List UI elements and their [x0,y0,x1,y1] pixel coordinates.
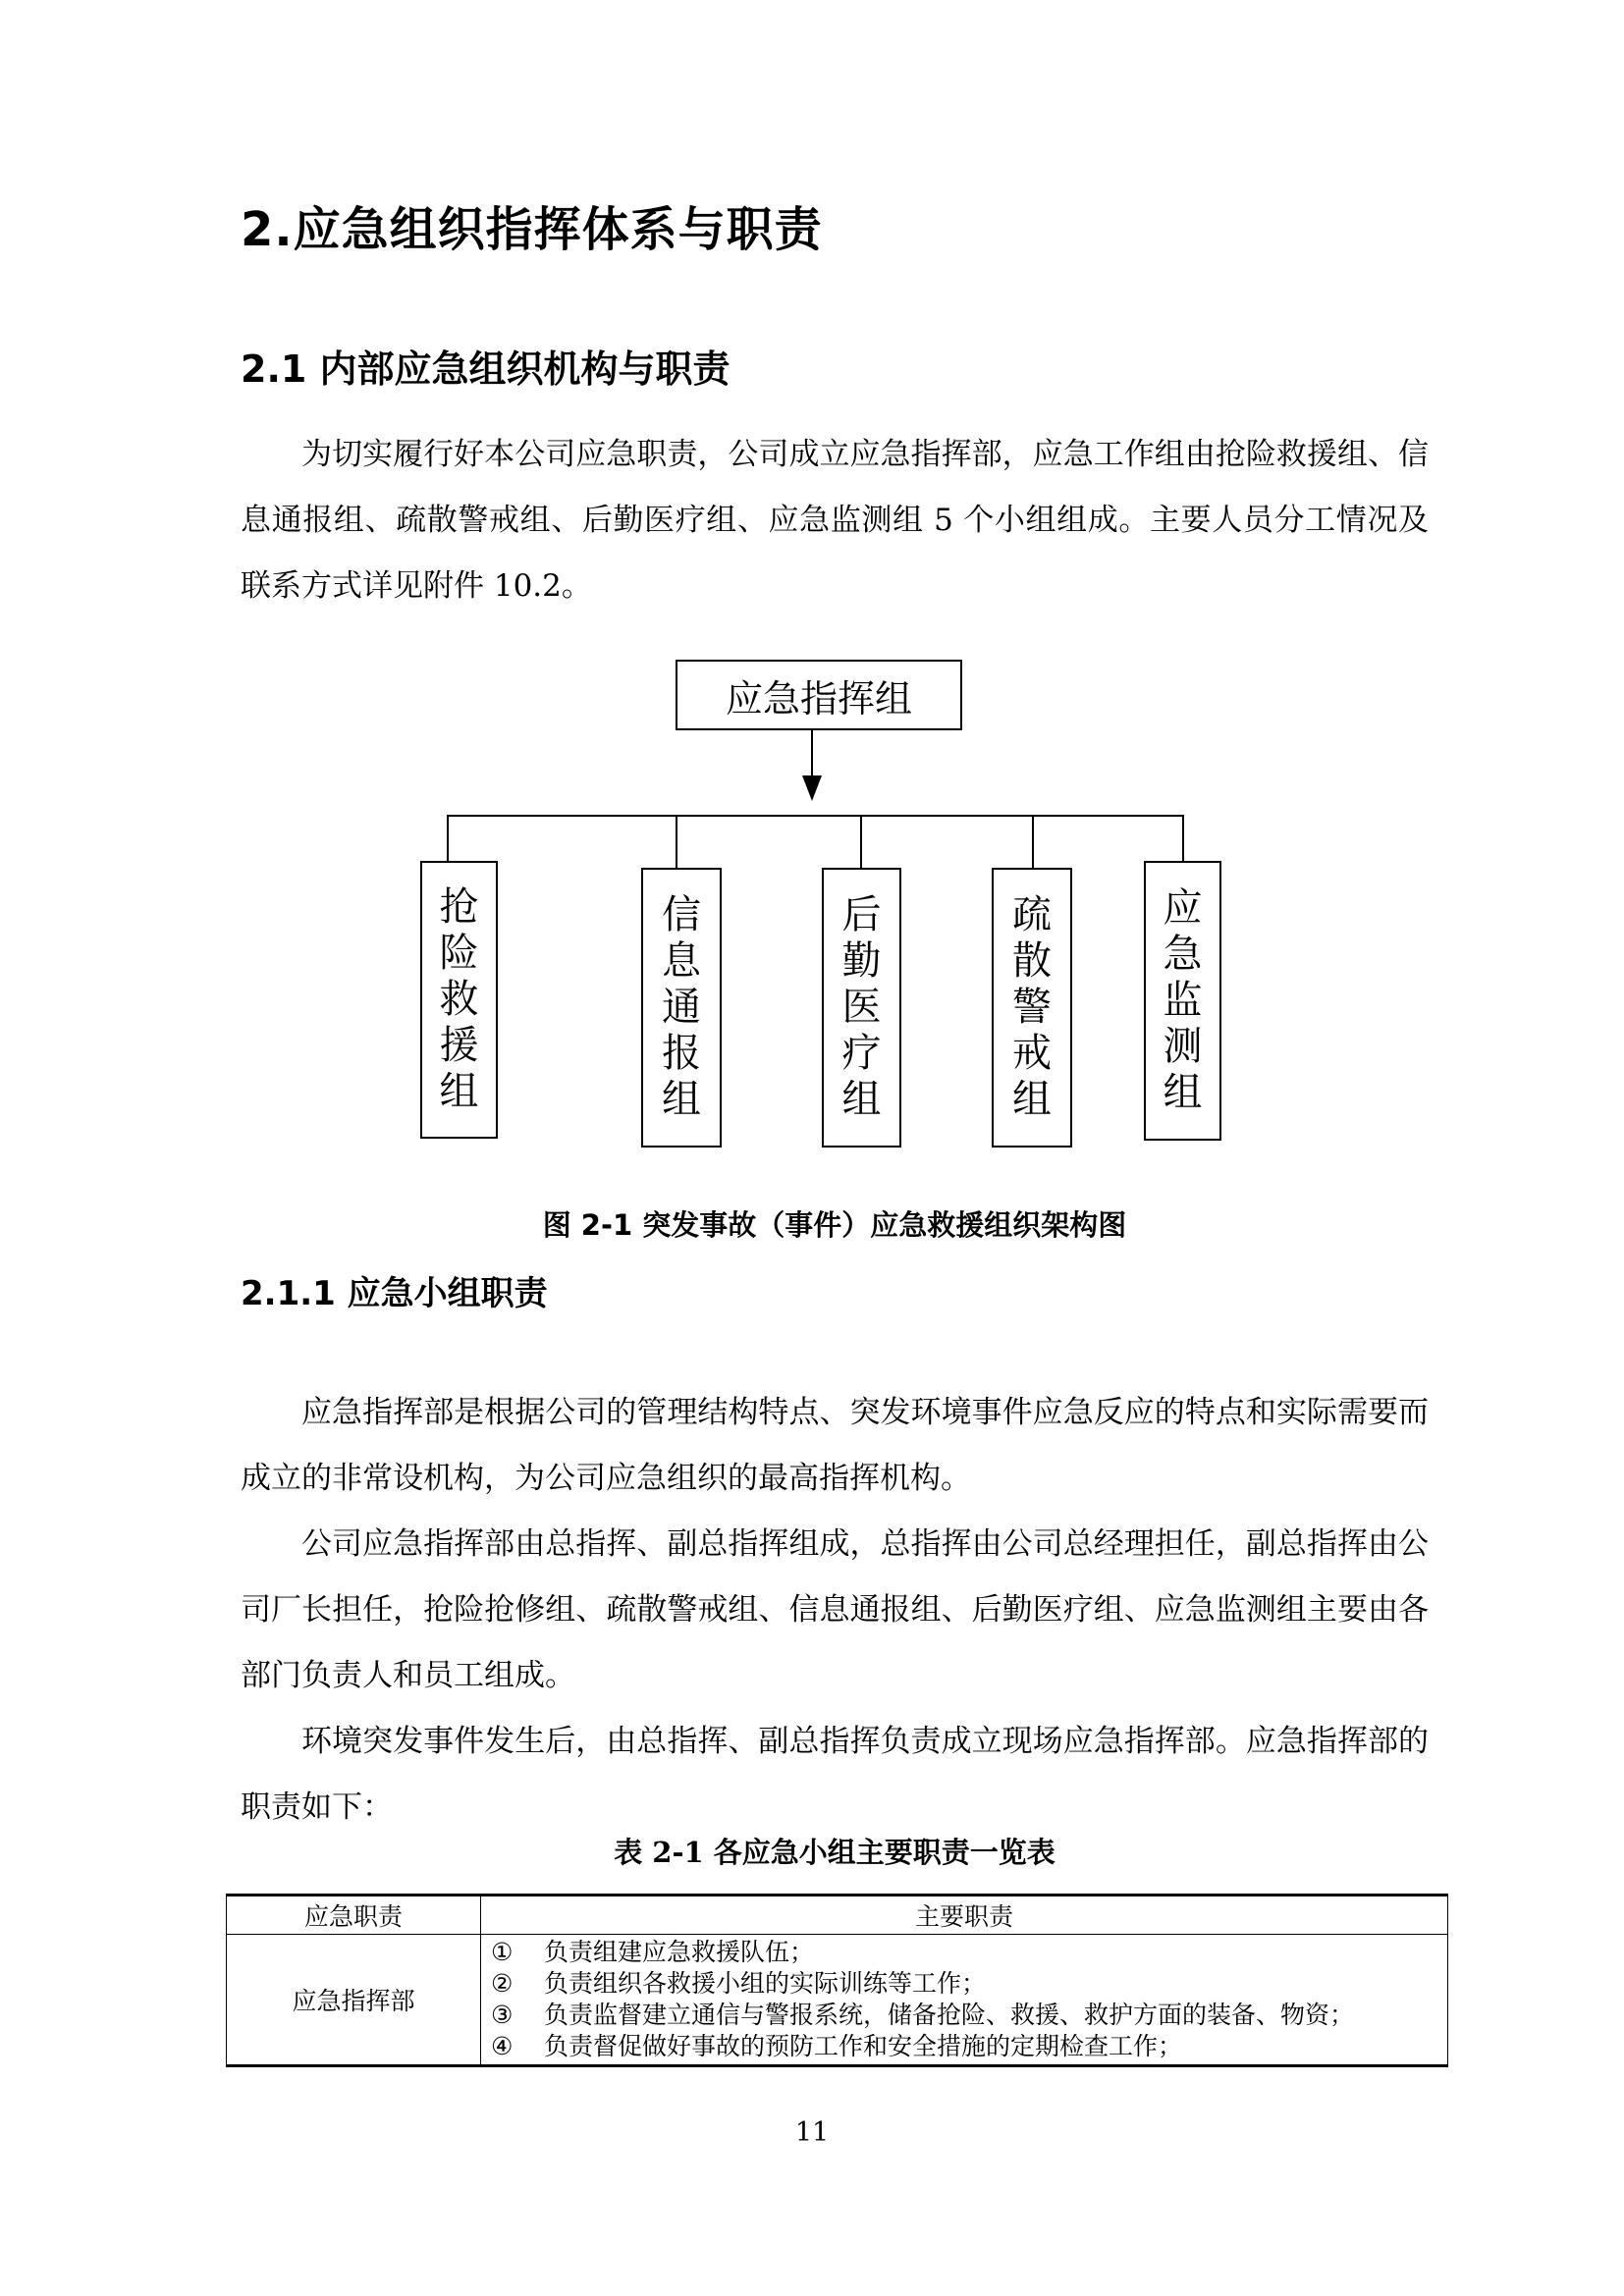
table-caption: 表 2-1 各应急小组主要职责一览表 [614,1836,1056,1869]
table-cell-duties [481,1935,1448,2066]
org-chart-bus-line [447,815,1182,817]
org-group-char: 组 [662,1077,701,1122]
org-chart-top-box: 应急指挥组 [676,660,962,730]
duty-item [491,1968,1437,2000]
org-group-logistics [822,868,901,1148]
table-row [227,1935,1448,2066]
body-paragraph: 环境突发事件发生后，由总指挥、副总指挥负责成立现场应急指挥部。应急指挥部的职责如下： [241,1724,1429,1825]
org-chart-drop-line [447,815,449,862]
org-group-char: 勤 [841,938,882,984]
org-chart-drop-line [860,815,862,869]
duty-item [491,1937,1437,1968]
org-group-char: 散 [1012,938,1052,984]
duties-table [226,1894,1448,2067]
duty-number: ① [491,1938,514,1966]
org-group-char: 援 [439,1023,479,1068]
org-chart-drop-line [676,815,677,869]
duty-text: 负责组建应急救援队伍； [544,1938,815,1966]
table-cell-dept: 应急指挥部 [227,1935,481,2066]
duty-number: ③ [491,2001,514,2029]
org-group-char: 监 [1163,978,1203,1023]
org-group-char: 医 [841,985,882,1030]
duty-number: ④ [491,2032,514,2060]
org-group-char: 戒 [1012,1031,1052,1076]
body-paragraph: 公司应急指挥部由总指挥、副总指挥组成，总指挥由公司总经理担任，副总指挥由公司厂长担任，抢险抢修组、疏散警戒组、信息通报组、后勤医疗组、应急监测组主要由各部门负责人和员工组成。 [241,1526,1429,1693]
table-header-row [227,1896,1448,1935]
org-chart-drop-line [1032,815,1034,869]
org-group-rescue [420,861,498,1139]
org-group-char: 后 [841,892,882,937]
org-group-char: 信 [662,892,701,937]
duty-item [491,2000,1437,2031]
org-group-info [641,868,722,1148]
duty-text: 负责组织各救援小组的实际训练等工作； [544,1969,987,1998]
org-group-monitoring [1144,861,1221,1141]
org-group-char: 抢 [439,884,479,930]
org-group-char: 险 [439,931,479,976]
duty-text: 负责督促做好事故的预防工作和安全措施的定期检查工作； [544,2032,1183,2060]
section-heading: 2.1 内部应急组织机构与职责 [241,347,731,391]
org-group-char: 应 [1163,885,1203,931]
duty-item [491,2031,1437,2062]
duty-number: ② [491,1969,514,1998]
org-group-char: 组 [1012,1077,1052,1122]
org-group-char: 疗 [841,1031,882,1076]
org-chart-arrowhead [802,775,822,801]
body-paragraph: 应急指挥部是根据公司的管理结构特点、突发环境事件应急反应的特点和实际需要而成立的非常设机构，为公司应急组织的最高指挥机构。 [241,1395,1429,1496]
org-group-char: 疏 [1012,892,1052,937]
org-chart-drop-line [1182,815,1184,862]
org-group-evacuation [992,868,1072,1148]
org-group-char: 救 [439,977,479,1022]
org-group-char: 组 [841,1077,882,1122]
subsection-heading: 2.1.1 应急小组职责 [241,1274,548,1313]
org-group-char: 警 [1012,985,1052,1030]
org-group-char: 通 [662,985,701,1030]
org-group-char: 息 [662,938,701,984]
figure-caption: 图 2-1 突发事故（事件）应急救援组织架构图 [542,1208,1127,1242]
table-header-cell: 主要职责 [481,1896,1448,1935]
duty-text: 负责监督建立通信与警报系统，储备抢险、救援、救护方面的装备、物资； [544,2001,1355,2029]
org-group-char: 测 [1163,1024,1203,1069]
org-group-char: 组 [1163,1070,1203,1115]
table-header-cell: 应急职责 [227,1896,481,1935]
page-number: 11 [794,2117,830,2148]
org-group-char: 报 [662,1031,701,1076]
org-group-char: 急 [1163,932,1203,977]
org-chart-arrow-line [811,730,813,779]
chapter-heading: 2.应急组织指挥体系与职责 [241,202,823,257]
intro-paragraph: 为切实履行好本公司应急职责，公司成立应急指挥部，应急工作组由抢险救援组、信息通报组、疏散警戒组、后勤医疗组、应急监测组 5 个小组组成。主要人员分工情况及联系方式详见附件 10.2。 [241,437,1429,604]
org-group-char: 组 [439,1069,479,1114]
